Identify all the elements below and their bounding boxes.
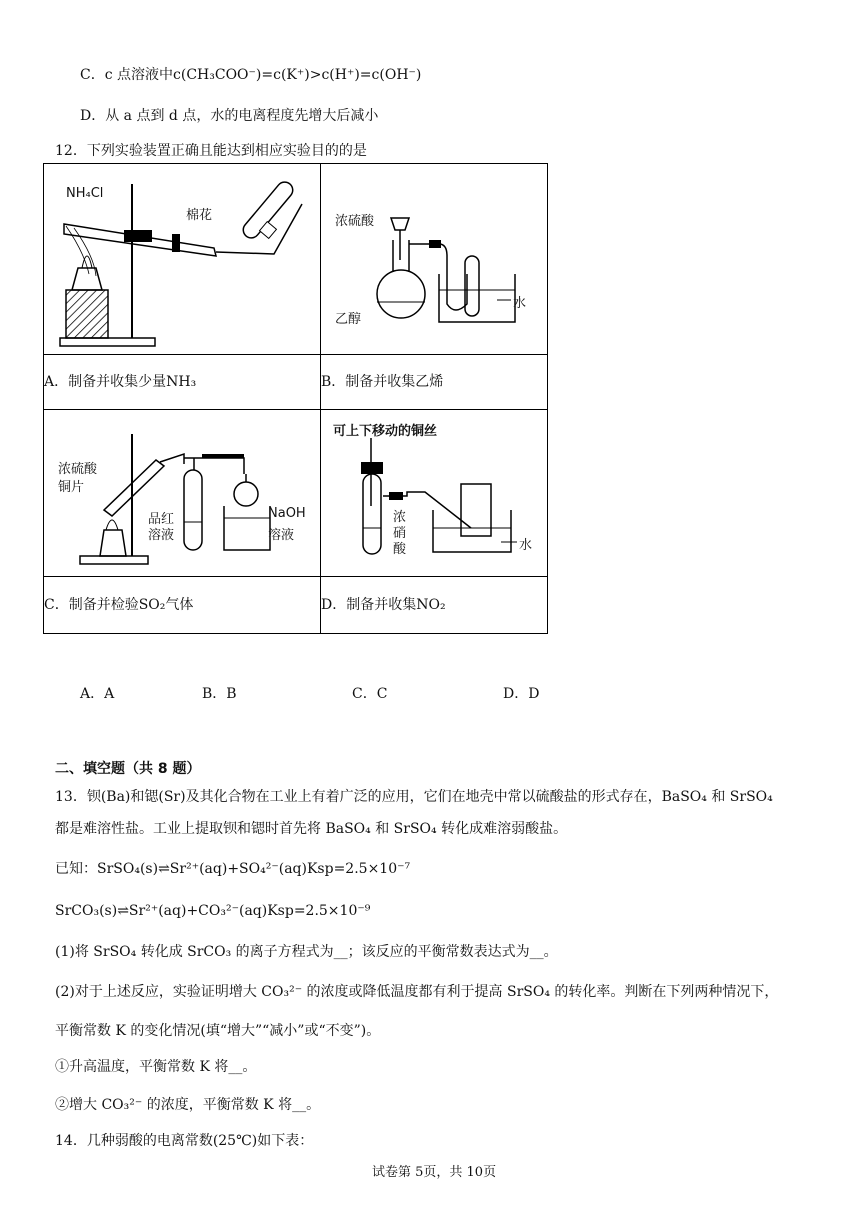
q13-sub-1: ①升高温度，平衡常数 K 将__。 — [55, 1059, 257, 1075]
caption-a: A．制备并收集少量NH₃ — [44, 355, 321, 410]
fig-c-naoh-label-2: 溶液 — [268, 528, 295, 543]
q13-known-eq1: 已知：SrSO₄(s)⇌Sr²⁺(aq)+SO₄²⁻(aq)Ksp=2.5×10⁻⁷ — [55, 861, 411, 877]
fig-d-title-label: 可上下移动的铜丝 — [333, 424, 438, 439]
fig-d-cell — [321, 410, 548, 577]
fig-c-acid-label: 浓硫酸 — [58, 462, 98, 477]
q11-option-d: D．从 a 点到 d 点，水的电离程度先增大后减小 — [80, 108, 379, 124]
caption-c: C．制备并检验SO₂气体 — [44, 577, 321, 634]
fig-c-copper-label: 铜片 — [58, 480, 85, 495]
q11-option-c — [80, 64, 421, 84]
q13-line-1: 13．钡(Ba)和锶(Sr)及其化合物在工业上有着广泛的应用，它们在地壳中常以硫酸盐的形式存在，BaSO₄ 和 SrSO₄ — [55, 789, 773, 805]
fig-c-cell — [44, 410, 321, 577]
fig-b-acid-label: 浓硫酸 — [335, 214, 375, 229]
caption-b: B．制备并收集乙烯 — [321, 355, 548, 410]
q11-option-c-prefix: C．c 点溶液中 — [80, 67, 174, 83]
q13-part-2-line-1: (2)对于上述反应，实验证明增大 CO₃²⁻ 的浓度或降低温度都有利于提高 SrSO₄ 的转化率。判断在下列两种情况下， — [55, 984, 779, 1000]
fig-c-naoh-label-1: NaOH — [268, 506, 306, 521]
q13-eq2: SrCO₃(s)⇌Sr²⁺(aq)+CO₃²⁻(aq)Ksp=2.5×10⁻⁹ — [55, 903, 371, 919]
fig-d-acid-label-1: 浓 — [393, 510, 407, 525]
section-heading: 二、填空题（共 8 题） — [55, 761, 201, 777]
page-footer: 试卷第 5页，共 10页 — [372, 1165, 497, 1180]
fig-b-water-label: 水 — [513, 296, 527, 311]
q13-part-1: (1)将 SrSO₄ 转化成 SrCO₃ 的离子方程式为__；该反应的平衡常数表达式为__。 — [55, 944, 558, 960]
fig-b-ethanol-label: 乙醇 — [335, 312, 362, 327]
fig-a-cell — [44, 164, 321, 355]
q13-sub-2: ②增大 CO₃²⁻ 的浓度，平衡常数 K 将__。 — [55, 1097, 321, 1113]
fig-d-acid-label-3: 酸 — [393, 542, 407, 557]
q12-option-d: D．D — [503, 686, 540, 702]
fig-b-cell — [321, 164, 548, 355]
q13-line-2: 都是难溶性盐。工业上提取钡和锶时首先将 BaSO₄ 和 SrSO₄ 转化成难溶弱酸盐。 — [55, 821, 568, 837]
q12-stem: 12．下列实验装置正确且能达到相应实验目的的是 — [55, 143, 367, 159]
q12-option-c: C．C — [352, 686, 388, 702]
q13-part-2-line-2: 平衡常数 K 的变化情况(填“增大”“减小”或“不变”)。 — [55, 1023, 381, 1039]
q14-stem: 14．几种弱酸的电离常数(25℃)如下表： — [55, 1133, 314, 1149]
fig-d-water-label: 水 — [519, 538, 533, 553]
fig-a-nh4cl-label: NH₄Cl — [66, 186, 104, 201]
fig-d-acid-label-2: 硝 — [393, 526, 407, 541]
q12-apparatus-table — [43, 163, 548, 634]
fig-a-cotton-label: 棉花 — [186, 208, 213, 223]
q12-option-b: B．B — [202, 686, 237, 702]
fig-c-pinhong-label-2: 溶液 — [148, 528, 175, 543]
fig-c-apparatus — [44, 410, 320, 576]
caption-d: D．制备并收集NO₂ — [321, 577, 548, 634]
fig-c-pinhong-label-1: 品红 — [148, 512, 175, 527]
q11-option-c-expression: c(CH₃COO⁻)=c(K⁺)>c(H⁺)=c(OH⁻) — [173, 67, 422, 83]
q12-option-a: A．A — [80, 686, 115, 702]
